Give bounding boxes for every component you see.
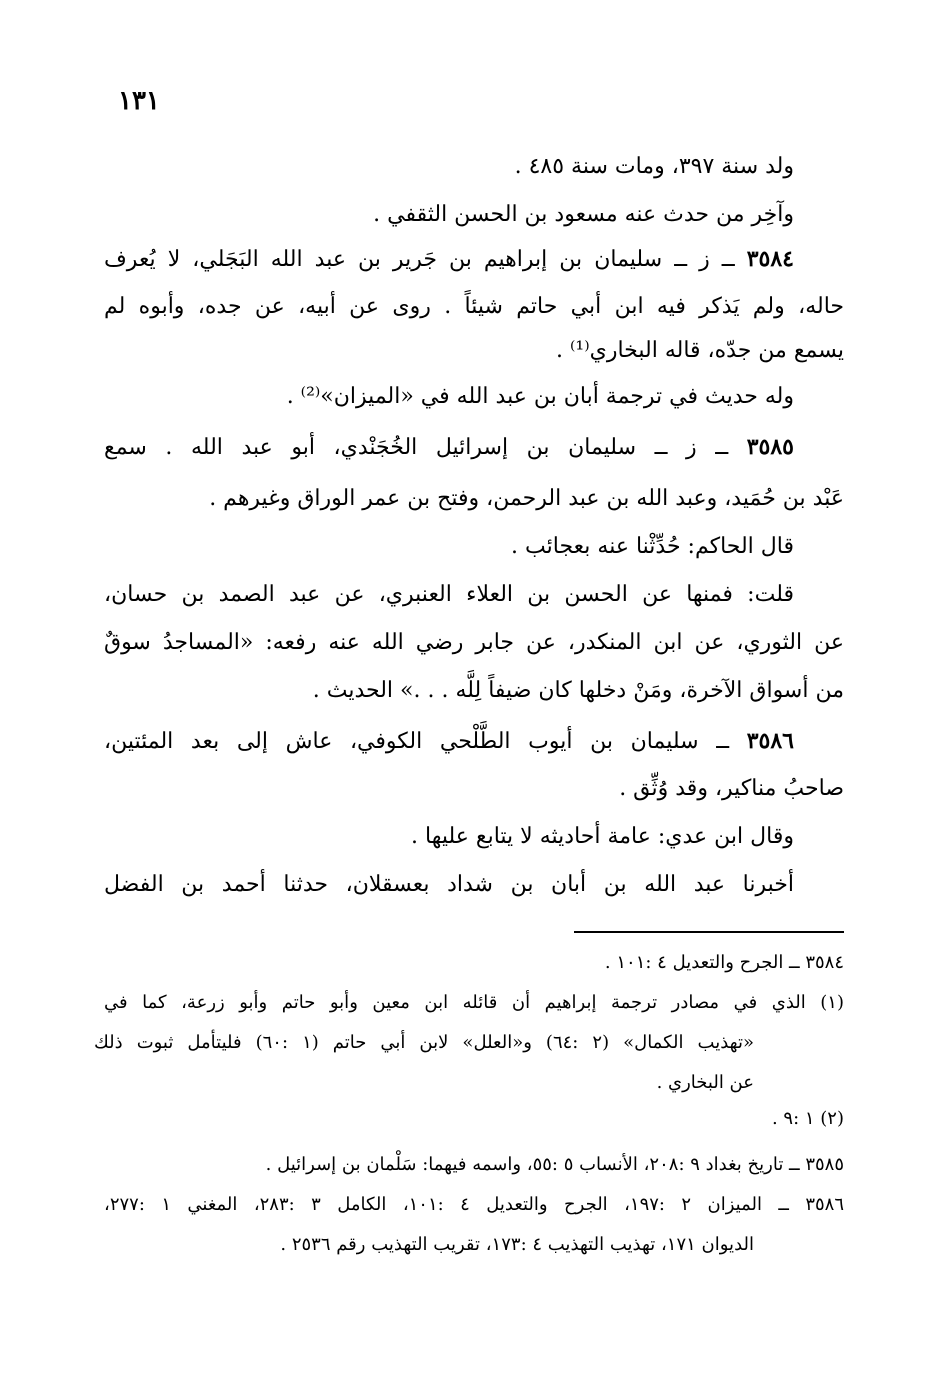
footnote-2: (٢) ١ :٩ . bbox=[771, 1108, 844, 1129]
entry-number: ٣٥٨٤ bbox=[746, 246, 794, 272]
footnote-1-line-3: عن البخاري . bbox=[656, 1072, 754, 1093]
entry-3584-heading bbox=[104, 244, 794, 275]
footnote-1-line-1: (١) الذي في مصادر ترجمة إبراهيم أن قائله ابن معين وأبو حاتم وأبو زرعة، كما في bbox=[104, 992, 844, 1013]
entry-text: ــ ز ــ سليمان بن إبراهيم بن جَرير بن عبد الله البَجَلي، لا يُعرف bbox=[104, 247, 735, 272]
body-line-4: حاله، ولم يَذكر فيه ابن أبي حاتم شيئاً . روى عن أبيه، عن جده، وأبوه لم bbox=[104, 294, 844, 319]
footnote-3586-line-2: الديوان ١٧١، تهذيب التهذيب ٤ :١٧٣، تقريب التهذيب رقم ٢٥٣٦ . bbox=[280, 1234, 754, 1255]
body-line-16: أخبرنا عبد الله بن أبان بن شداد بعسقلان، حدثنا أحمد بن الفضل bbox=[104, 872, 794, 897]
body-line-15: وقال ابن عدي: عامة أحاديثه لا يتابع عليها . bbox=[411, 824, 794, 849]
body-line-10: قلت: فمنها عن الحسن بن العلاء العنبري، عن عبد الصمد بن حسان، bbox=[104, 582, 794, 607]
footnote-1-line-2: «تهذيب الكمال» (٢ :٦٤) و«العلل» لابن أبي حاتم (١ :٦٠) فليتأمل ثبوت ذلك bbox=[94, 1032, 754, 1053]
body-line-14: صاحبُ مناكير، وقد وُثِّق . bbox=[619, 776, 844, 801]
body-line-12: من أسواق الآخرة، ومَنْ دخلها كان ضيفاً لِلَّه . . .» الحديث . bbox=[312, 678, 844, 703]
body-line-1: ولد سنة ٣٩٧، ومات سنة ٤٨٥ . bbox=[514, 154, 794, 179]
entry-3586-heading bbox=[104, 726, 794, 757]
entry-number: ٣٥٨٦ bbox=[746, 728, 794, 754]
body-line-5: يسمع من جدّه، قاله البخاري⁽¹⁾ . bbox=[556, 338, 844, 363]
entry-text: ــ ز ــ سليمان بن إسرائيل الخُجَنْدي، أبو عبد الله . سمع bbox=[104, 435, 729, 460]
body-line-11: عن الثوري، عن ابن المنكدر، عن جابر رضي الله عنه رفعه: «المساجدُ سوقٌ bbox=[104, 630, 844, 655]
body-line-2: وآخِر من حدث عنه مسعود بن الحسن الثقفي . bbox=[373, 202, 794, 227]
footnote-3584: ٣٥٨٤ ــ الجرح والتعديل ٤ :١٠١ . bbox=[604, 952, 844, 973]
body-line-6: وله حديث في ترجمة أبان بن عبد الله في «الميزان»⁽²⁾ . bbox=[286, 384, 794, 409]
page-number: ١٣١ bbox=[118, 86, 160, 116]
footnote-divider bbox=[574, 931, 844, 933]
entry-text: ــ سليمان بن أيوب الطَّلْحي الكوفي، عاش إلى بعد المئتين، bbox=[104, 729, 730, 754]
body-line-9: قال الحاكم: حُدِّثْنا عنه بعجائب . bbox=[511, 534, 794, 559]
entry-number: ٣٥٨٥ bbox=[746, 434, 794, 460]
body-line-8: عَبْد بن حُمَيد، وعبد الله بن عبد الرحمن، وفتح بن عمر الوراق وغيرهم . bbox=[209, 486, 844, 511]
footnote-3585: ٣٥٨٥ ــ تاريخ بغداد ٩ :٢٠٨، الأنساب ٥ :٥٥، واسمه فيهما: سَلْمان بن إسرائيل . bbox=[265, 1154, 844, 1175]
footnote-3586-line-1: ٣٥٨٦ ــ الميزان ٢ :١٩٧، الجرح والتعديل ٤ :١٠١، الكامل ٣ :٢٨٣، المغني ١ :٢٧٧، bbox=[104, 1194, 845, 1215]
entry-3585-heading bbox=[104, 432, 794, 463]
